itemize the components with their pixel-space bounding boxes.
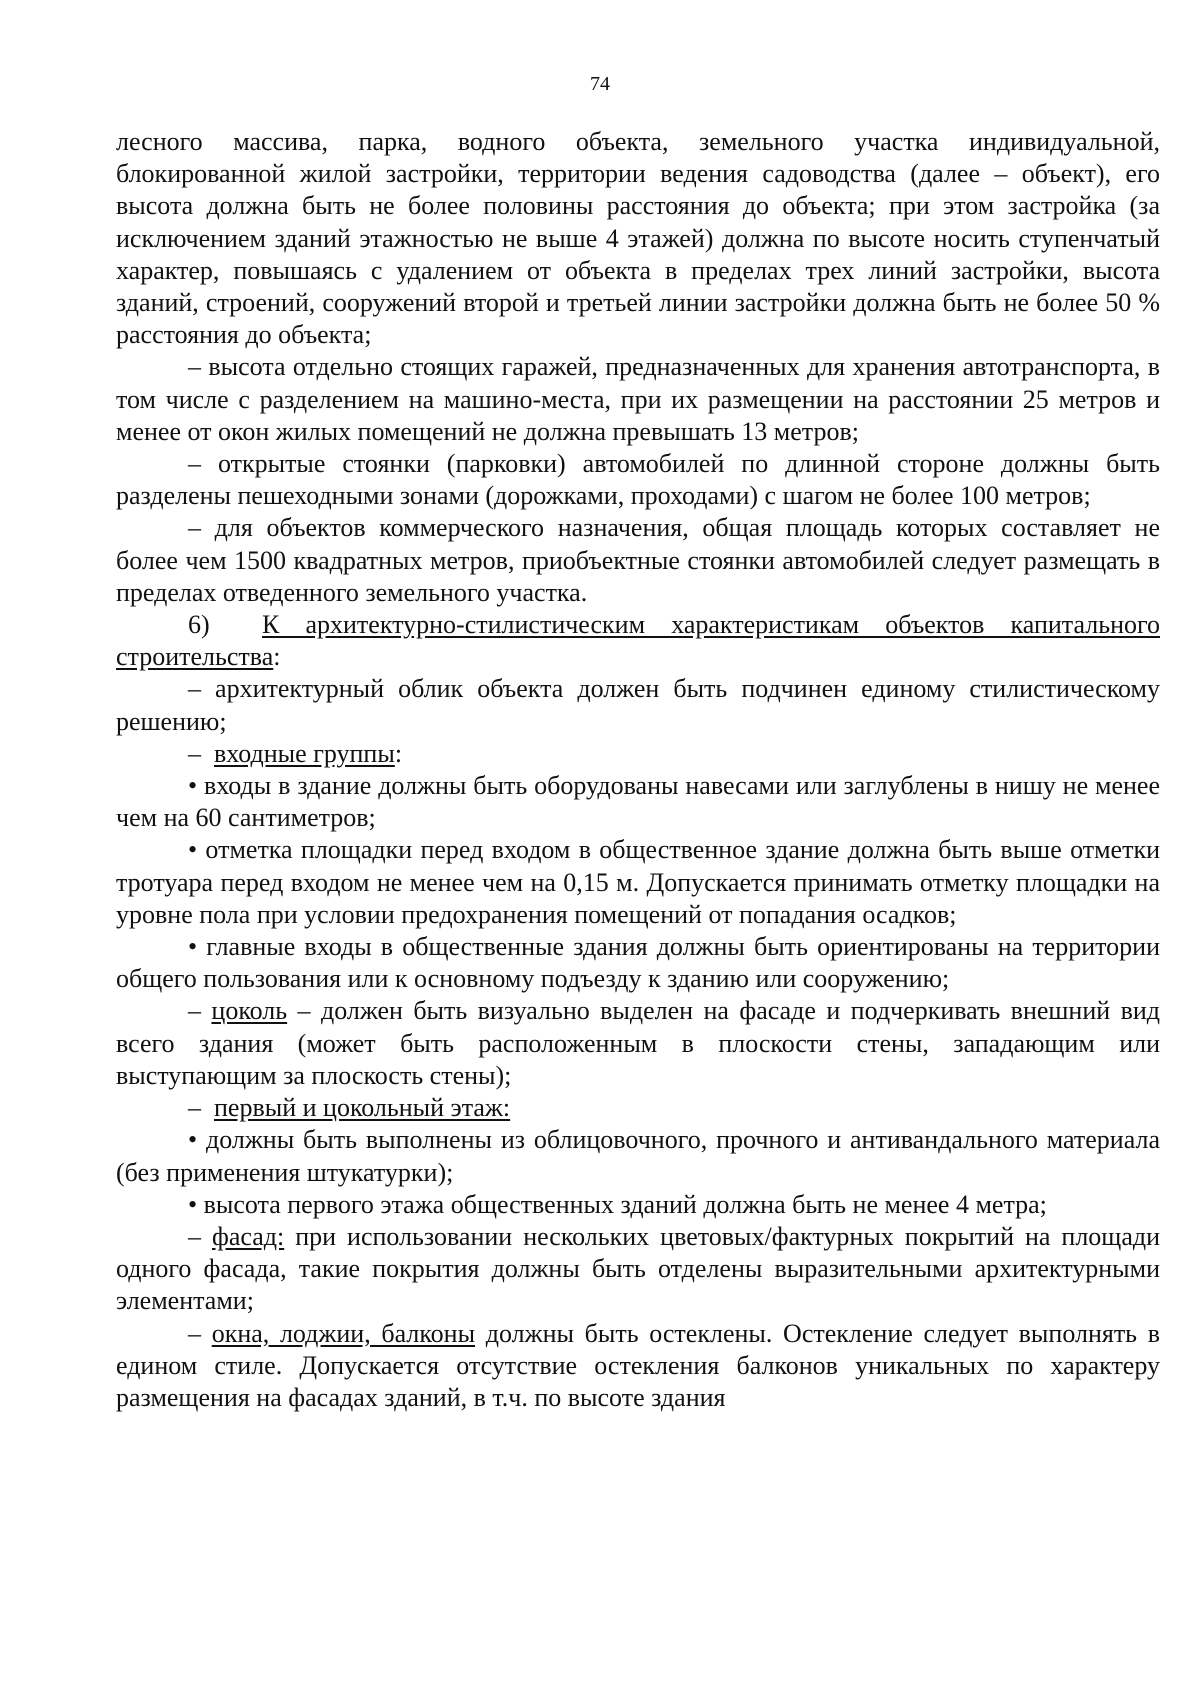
section-6-colon: : bbox=[273, 642, 281, 672]
section-6-title: К архитектурно-стилистическим характеристикам объектов капитального строительства bbox=[116, 610, 1161, 672]
bullet-entrance-level: • отметка площадки перед входом в общественное здание должна быть выше отметки тротуара перед входом не менее чем на 0,15 м. Допускается принимать отметку площадки на уровне пола при условии предохранения помещений от попадания осадков; bbox=[116, 835, 1160, 929]
section-6-heading bbox=[116, 609, 1160, 673]
item-entry-groups bbox=[116, 738, 1160, 770]
page-body bbox=[116, 126, 1160, 1414]
windows-title: окна, лоджии, балконы bbox=[211, 1318, 476, 1348]
paragraph-continuation: лесного массива, парка, водного объекта, земельного участка индивидуальной, блокированной жилой застройки, территории ведения садоводства (далее – объект), его высота должна быть не более половины расстояния до объекта; при этом застройка (за исключением зданий этажностью не выше 4 этажей) должна по высоте носить ступенчатый характер, повышаясь с удалением от объекта в пределах трех линий застройки, высота зданий, строений, сооружений второй и третьей линии застройки должна быть не более 50 % расстояния до объекта; bbox=[116, 127, 1160, 350]
entry-groups-title: входные группы bbox=[214, 738, 395, 768]
paragraph-parking: – открытые стоянки (парковки) автомобилей по длинной стороне должны быть разделены пешеходными зонами (дорожками, проходами) с шагом не более 100 метров; bbox=[116, 449, 1160, 511]
item-facade bbox=[116, 1221, 1160, 1318]
floor-dash: – bbox=[188, 1093, 201, 1123]
paragraph-garages: – высота отдельно стоящих гаражей, предназначенных для хранения автотранспорта, в том числе с разделением на машино-места, при их размещении на расстоянии 25 метров и менее от окон жилых помещений не должна превышать 13 метров; bbox=[116, 352, 1160, 446]
bullet-floor-height: • высота первого этажа общественных зданий должна быть не менее 4 метра; bbox=[188, 1189, 1047, 1219]
bullet-main-entrances: • главные входы в общественные здания должны быть ориентированы на территории общего пользования или к основному подъезду к зданию или сооружению; bbox=[116, 932, 1160, 994]
item-style: – архитектурный облик объекта должен быть подчинен единому стилистическому решению; bbox=[116, 674, 1160, 736]
bullet-cladding: • должны быть выполнены из облицовочного, прочного и антивандального материала (без применения штукатурки); bbox=[116, 1125, 1160, 1187]
facade-dash: – bbox=[188, 1221, 201, 1251]
entry-groups-colon: : bbox=[394, 738, 403, 768]
paragraph-commercial: – для объектов коммерческого назначения, общая площадь которых составляет не более чем 1500 квадратных метров, приобъектные стоянки автомобилей следует размещать в пределах отведенного земельного участка. bbox=[116, 513, 1160, 607]
item-first-floor bbox=[116, 1092, 1160, 1124]
page-number: 74 bbox=[590, 73, 610, 95]
facade-title: фасад: bbox=[211, 1221, 285, 1251]
windows-dash: – bbox=[188, 1318, 201, 1348]
plinth-dash: – bbox=[188, 996, 201, 1026]
item-plinth bbox=[116, 995, 1160, 1092]
section-6-number: 6) bbox=[188, 610, 210, 640]
plinth-title: цоколь bbox=[211, 996, 288, 1026]
plinth-text: – должен быть визуально выделен на фасаде и подчеркивать внешний вид всего здания (может быть расположенным в плоскости стены, западающим или выступающим за плоскость стены); bbox=[116, 996, 1161, 1090]
facade-text: при использовании нескольких цветовых/фактурных покрытий на площади одного фасада, такие покрытия должны быть отделены выразительными архитектурными элементами; bbox=[116, 1221, 1161, 1316]
item-windows bbox=[116, 1318, 1160, 1415]
bullet-entrances-canopy: • входы в здание должны быть оборудованы навесами или заглублены в нишу не менее чем на 60 сантиметров; bbox=[116, 771, 1160, 833]
windows-text: должны быть остеклены. Остекление следует выполнять в едином стиле. Допускается отсутствие остекления балконов уникальных по характеру размещения на фасадах зданий, в т.ч. по высоте здания bbox=[116, 1318, 1161, 1412]
entry-dash: – bbox=[188, 738, 201, 768]
first-floor-title: первый и цокольный этаж: bbox=[214, 1093, 511, 1123]
